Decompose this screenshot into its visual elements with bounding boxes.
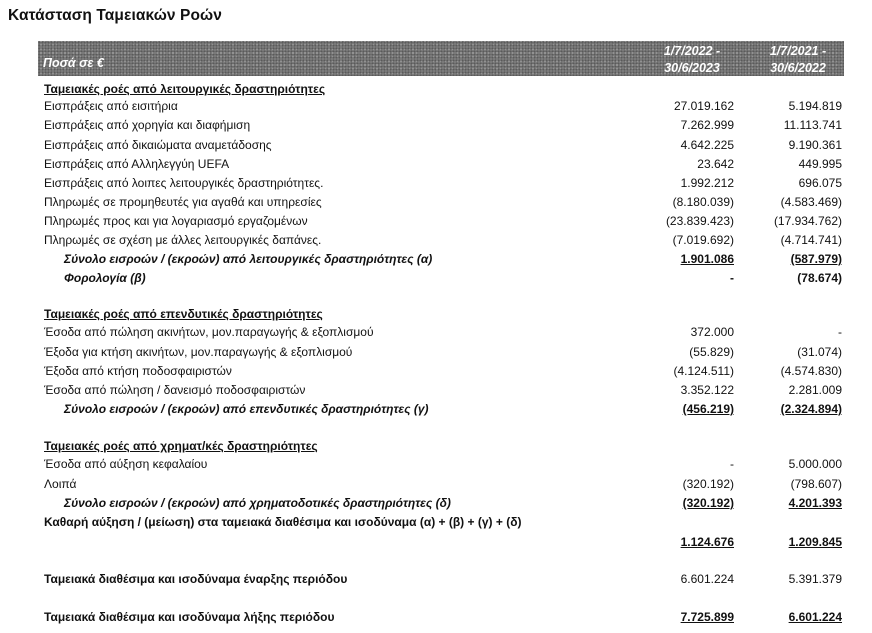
period-header-previous: 1/7/2021 - 30/6/2022 [769,44,827,75]
table-row: Εισπράξεις από χορηγία και διαφήμιση 7.262.999 11.113.741 [44,118,842,132]
table-row: Έσοδα από πώληση ακινήτων, μον.παραγωγής & εξοπλισμού 372.000 - [44,325,842,339]
table-row: Έξοδα από κτήση ποδοσφαιριστών (4.124.511) (4.574.830) [44,364,842,378]
subtotal-operating: Σύνολο εισροών / (εκροών) από λειτουργικές δραστηριότητες (α) 1.901.086 (587.979) [64,252,842,266]
table-row: Έξοδα για κτήση ακινήτων, μον.παραγωγής & εξοπλισμού (55.829) (31.074) [44,345,842,359]
period-header-current: 1/7/2022 - 30/6/2023 [663,44,721,75]
page-title: Κατάσταση Ταμειακών Ροών [8,7,222,24]
subtotal-financing: Σύνολο εισροών / (εκροών) από χρηματοδοτικές δραστηριότητες (δ) (320.192) 4.201.393 [64,496,842,510]
closing-balance-row: Ταμειακά διαθέσιμα και ισοδύναμα λήξης περιόδου 7.725.899 6.601.224 [44,610,842,624]
table-row: Εισπράξεις από δικαιώματα αναμετάδοσης 4.642.225 9.190.361 [44,138,842,152]
section-heading-investing: Ταμειακές ροές από επενδυτικές δραστηριότητες [44,307,323,321]
table-row: Εισπράξεις από εισιτήρια 27.019.162 5.194.819 [44,99,842,113]
table-row: Έσοδα από πώληση / δανεισμό ποδοσφαιριστών 3.352.122 2.281.009 [44,383,842,397]
table-row: Έσοδα από αύξηση κεφαλαίου - 5.000.000 [44,457,842,471]
table-row: Λοιπά (320.192) (798.607) [44,477,842,491]
section-heading-financing: Ταμειακές ροές από χρηματ/κές δραστηριότητες [44,439,318,453]
table-row: Εισπράξεις από λοιπες λειτουργικές δραστηριότητες. 1.992.212 696.075 [44,176,842,190]
currency-label: Ποσά σε € [43,56,104,70]
tax-row: Φορολογία (β) - (78.674) [64,271,842,285]
table-header [38,41,844,76]
net-change-values-row: 1.124.676 1.209.845 [680,535,842,549]
table-row: Πληρωμές σε προμηθευτές για αγαθά και υπηρεσίες (8.180.039) (4.583.469) [44,195,842,209]
table-row: Πληρωμές σε σχέση με άλλες λειτουργικές δαπάνες. (7.019.692) (4.714.741) [44,233,842,247]
table-row: Πληρωμές προς και για λογαριασμό εργαζομένων (23.839.423) (17.934.762) [44,214,842,228]
table-row: Εισπράξεις από Αλληλεγγύη UEFA 23.642 449.995 [44,157,842,171]
section-heading-operating: Ταμειακές ροές από λειτουργικές δραστηριότητες [44,82,326,96]
subtotal-investing: Σύνολο εισροών / (εκροών) από επενδυτικές δραστηριότητες (γ) (456.219) (2.324.894) [64,402,842,416]
opening-balance-row: Ταμειακά διαθέσιμα και ισοδύναμα έναρξης περιόδου 6.601.224 5.391.379 [44,572,842,586]
net-change-label-row: Καθαρή αύξηση / (μείωση) στα ταμειακά διαθέσιμα και ισοδύναμα (α) + (β) + (γ) + (δ) [44,515,522,529]
